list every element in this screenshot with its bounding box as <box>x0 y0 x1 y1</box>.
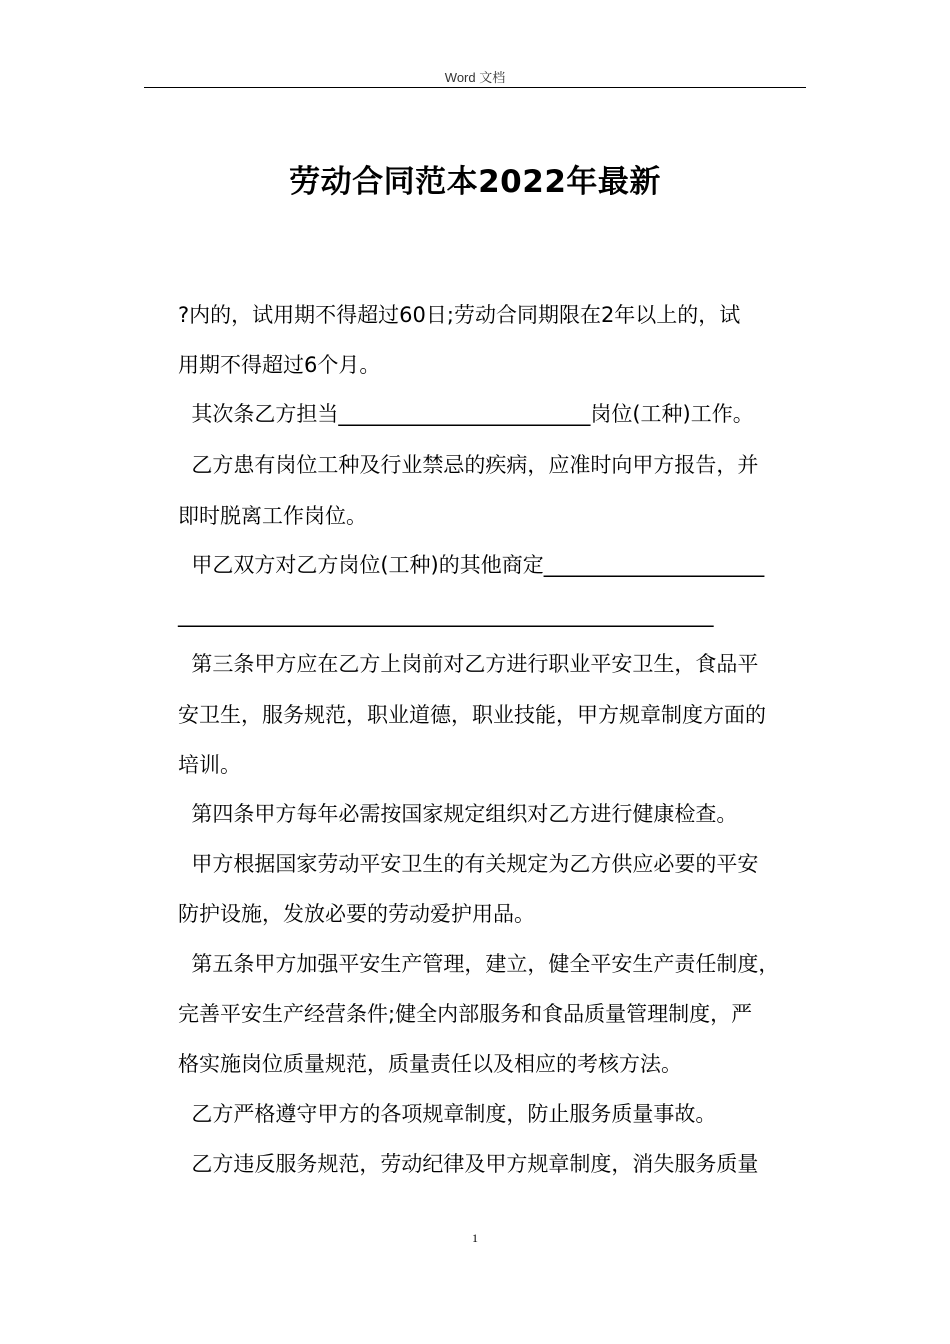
body-line: ?内的，试用期不得超过60日;劳动合同期限在2年以上的，试 <box>178 303 741 327</box>
body-line: 甲方根据国家劳动平安卫生的有关规定为乙方供应必要的平安 <box>178 852 759 876</box>
body-line: 安卫生，服务规范，职业道德，职业技能，甲方规章制度方面的 <box>178 703 766 727</box>
body-line: ___________________________________________________ <box>178 603 714 627</box>
body-line: 其次条乙方担当________________________岗位(工种)工作。 <box>178 402 754 426</box>
document-title: 劳动合同范本2022年最新 <box>289 164 661 200</box>
body-line: 乙方严格遵守甲方的各项规章制度，防止服务质量事故。 <box>178 1102 717 1126</box>
body-line: 完善平安生产经营条件;健全内部服务和食品质量管理制度，严 <box>178 1002 753 1026</box>
page-number: 1 <box>472 1231 478 1245</box>
header-label: Word 文档 <box>444 70 506 85</box>
body-line: 格实施岗位质量规范，质量责任以及相应的考核方法。 <box>178 1052 682 1076</box>
body-line: 用期不得超过6个月。 <box>178 353 381 377</box>
body-line: 甲乙双方对乙方岗位(工种)的其他商定_____________________ <box>178 553 765 577</box>
body-line: 防护设施，发放必要的劳动爱护用品。 <box>178 902 535 926</box>
body-line: 第三条甲方应在乙方上岗前对乙方进行职业平安卫生，食品平 <box>178 652 759 676</box>
body-line: 第五条甲方加强平安生产管理，建立，健全平安生产责任制度， <box>178 952 780 976</box>
header-divider <box>144 87 806 88</box>
body-line: 第四条甲方每年必需按国家规定组织对乙方进行健康检查。 <box>178 802 738 826</box>
body-line: 培训。 <box>178 753 241 777</box>
body-line: 即时脱离工作岗位。 <box>178 504 367 528</box>
body-line: 乙方违反服务规范，劳动纪律及甲方规章制度，消失服务质量 <box>178 1152 759 1176</box>
body-line: 乙方患有岗位工种及行业禁忌的疾病，应准时向甲方报告，并 <box>178 453 759 477</box>
